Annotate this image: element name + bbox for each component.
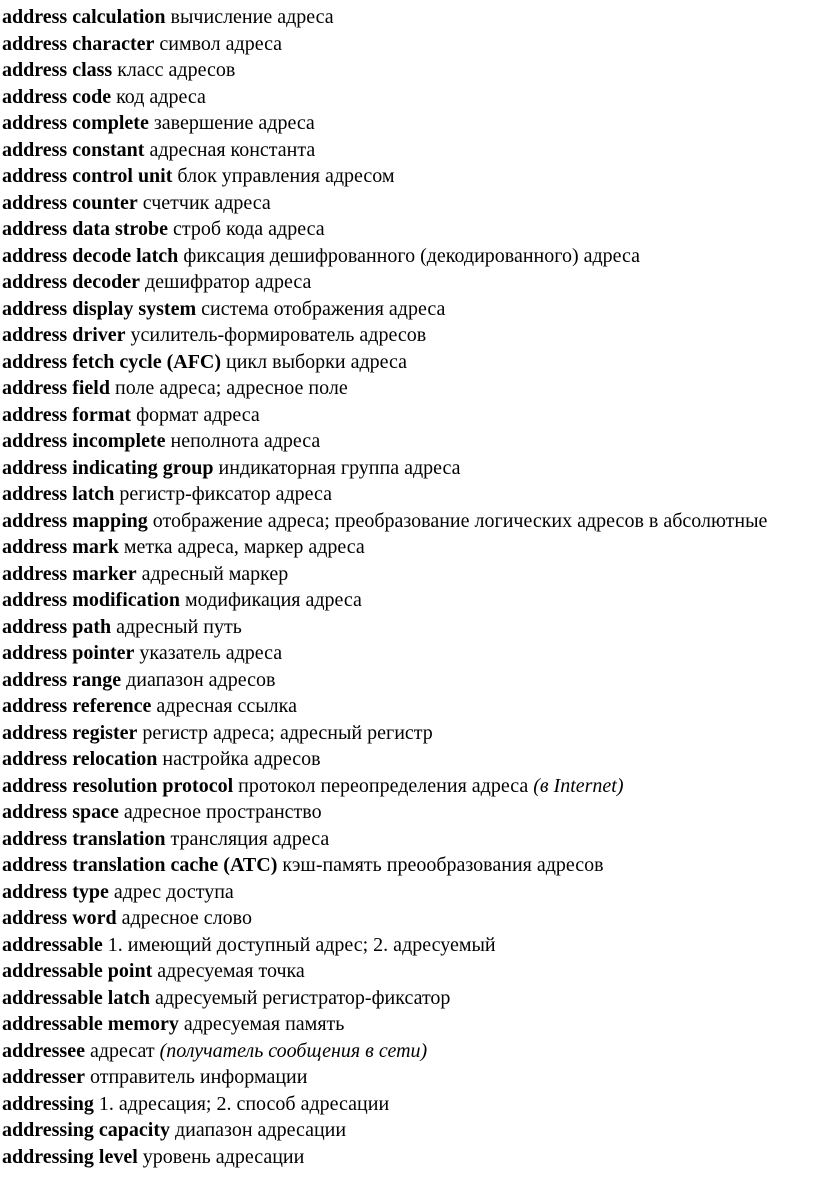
glossary-entry	[2, 1011, 776, 1038]
glossary-entry	[2, 561, 776, 588]
glossary-entry	[2, 4, 776, 31]
glossary-entry	[2, 746, 776, 773]
entry-definition: счетчик адреса	[142, 191, 271, 214]
entry-term: address decoder	[2, 271, 140, 293]
entry-definition: адресное слово	[121, 907, 252, 929]
entry-term: address space	[2, 801, 119, 823]
glossary-entry	[2, 163, 776, 190]
entry-term: address word	[2, 907, 117, 929]
glossary-entry	[2, 799, 776, 826]
entry-term: address resolution protocol	[2, 774, 234, 797]
glossary-entry	[2, 84, 776, 111]
entry-term: address incomplete	[2, 430, 166, 452]
entry-definition: модификация адреса	[184, 589, 362, 611]
glossary-entry	[2, 375, 776, 402]
entry-term: addressable memory	[2, 1013, 179, 1035]
glossary-entry	[2, 216, 776, 243]
glossary-entry	[2, 693, 776, 720]
entry-term: address control unit	[2, 165, 173, 187]
entry-term: address translation	[2, 827, 166, 850]
entry-definition: система отображения адреса	[201, 297, 446, 320]
entry-term: address reference	[2, 695, 152, 717]
glossary-entry	[2, 402, 776, 429]
entry-term: address relocation	[2, 748, 158, 770]
entry-term: addresser	[2, 1066, 85, 1088]
glossary-entry	[2, 587, 776, 614]
entry-definition: поле адреса; адресное поле	[114, 377, 348, 399]
glossary-entry	[2, 905, 776, 932]
glossary-entry	[2, 667, 776, 694]
entry-definition: индикаторная группа адреса	[218, 456, 461, 479]
entry-term: address constant	[2, 138, 145, 161]
glossary-entry	[2, 826, 776, 853]
entry-definition: фиксация дешифрованного (декодированного) адреса	[183, 244, 641, 267]
entry-definition: вычисление адреса	[170, 6, 334, 28]
glossary-entry	[2, 852, 776, 879]
entry-term: address class	[2, 59, 113, 81]
entry-definition: адресуемый регистратор-фиксатор	[154, 986, 451, 1009]
entry-term: address decode latch	[2, 244, 179, 267]
glossary-entry	[2, 1064, 776, 1091]
entry-term: address register	[2, 721, 138, 744]
entry-definition: протокол переопределения адреса	[238, 774, 529, 797]
entry-definition: формат адреса	[136, 403, 260, 426]
entry-definition: кэш-память преообразования адресов	[282, 854, 604, 876]
entry-note: (получатель сообщения в сети)	[159, 1039, 428, 1062]
entry-definition: символ адреса	[159, 32, 283, 55]
glossary-entry	[2, 1144, 776, 1171]
entry-term: address range	[2, 668, 122, 691]
glossary-entry	[2, 958, 776, 985]
entry-term: address field	[2, 377, 110, 399]
entry-term: address modification	[2, 589, 180, 611]
entry-term: address format	[2, 403, 132, 426]
entry-term: address translation cache (ATC)	[2, 854, 278, 876]
glossary-entry	[2, 322, 776, 349]
entry-term: addressable latch	[2, 986, 150, 1009]
entry-definition: адресуемая память	[183, 1013, 345, 1035]
entry-term: addressing	[2, 1092, 94, 1115]
glossary-entry	[2, 1038, 776, 1065]
glossary-entry	[2, 269, 776, 296]
glossary-entry	[2, 481, 776, 508]
entry-definition: строб кода адреса	[172, 218, 325, 240]
entry-term: address mapping	[2, 509, 148, 532]
glossary-entry	[2, 349, 776, 376]
glossary-entry	[2, 1091, 776, 1118]
entry-term: address pointer	[2, 642, 135, 664]
entry-definition: адресный путь	[116, 615, 242, 638]
entry-definition: указатель адреса	[139, 642, 283, 664]
glossary-entry	[2, 57, 776, 84]
entry-definition: завершение адреса	[153, 112, 315, 134]
entry-term: address driver	[2, 324, 126, 346]
glossary-entry	[2, 110, 776, 137]
entry-term: address type	[2, 880, 109, 903]
glossary-entry	[2, 640, 776, 667]
entry-definition: 1. адресация; 2. способ адресации	[98, 1092, 390, 1115]
entry-definition: диапазон адресов	[126, 668, 276, 691]
entry-term: addressing capacity	[2, 1119, 170, 1141]
entry-definition: цикл выборки адреса	[226, 350, 408, 373]
entry-definition: уровень адресации	[142, 1145, 305, 1168]
glossary-entry	[2, 428, 776, 455]
glossary-entry	[2, 190, 776, 217]
glossary-entry	[2, 508, 776, 535]
entry-definition: адресная константа	[149, 138, 316, 161]
entry-definition: код адреса	[116, 85, 206, 108]
entry-term: addressee	[2, 1039, 85, 1062]
glossary-entry	[2, 879, 776, 906]
glossary-entry	[2, 614, 776, 641]
entry-definition: адресный маркер	[141, 562, 289, 585]
entry-definition: класс адресов	[117, 59, 236, 81]
glossary-entry	[2, 985, 776, 1012]
glossary-entry	[2, 243, 776, 270]
entry-definition: 1. имеющий доступный адрес; 2. адресуемый	[107, 933, 496, 956]
entry-term: address complete	[2, 112, 149, 134]
entry-term: address path	[2, 615, 112, 638]
entry-definition: адрес доступа	[113, 880, 234, 903]
entry-term: address fetch cycle (AFC)	[2, 350, 222, 373]
glossary-entry	[2, 932, 776, 959]
entry-definition: неполнота адреса	[170, 430, 321, 452]
entry-definition: регистр-фиксатор адреса	[119, 483, 332, 505]
entry-term: address mark	[2, 536, 119, 558]
entry-term: address calculation	[2, 6, 166, 28]
entry-term: address display system	[2, 297, 197, 320]
entry-definition: настройка адресов	[162, 748, 321, 770]
entry-term: address code	[2, 85, 112, 108]
entry-definition: блок управления адресом	[177, 165, 395, 187]
glossary-entry	[2, 296, 776, 323]
entry-term: addressing level	[2, 1145, 138, 1168]
glossary-entry	[2, 534, 776, 561]
entry-term: address marker	[2, 562, 137, 585]
entry-definition: усилитель-формирователь адресов	[130, 324, 427, 346]
entry-term: addressable	[2, 933, 103, 956]
glossary-entry	[2, 31, 776, 58]
entry-definition: дешифратор адреса	[144, 271, 312, 293]
entry-definition: метка адреса, маркер адреса	[123, 536, 365, 558]
entry-term: addressable point	[2, 960, 153, 982]
entry-term: address data strobe	[2, 218, 168, 240]
entry-definition: адресная ссылка	[156, 695, 297, 717]
glossary-entry	[2, 137, 776, 164]
entry-term: address latch	[2, 483, 115, 505]
entry-definition: регистр адреса; адресный регистр	[142, 721, 433, 744]
entry-term: address indicating group	[2, 456, 214, 479]
entry-term: address counter	[2, 191, 138, 214]
entry-definition: отправитель информации	[89, 1066, 308, 1088]
entry-note: (в Internet)	[533, 774, 624, 797]
glossary-entry	[2, 773, 776, 800]
glossary-entry	[2, 1117, 776, 1144]
glossary-entry	[2, 720, 776, 747]
entry-definition: адресат	[89, 1039, 155, 1062]
entry-definition: адресное пространство	[123, 801, 322, 823]
entry-term: address character	[2, 32, 155, 55]
entry-definition: отображение адреса; преобразование логических адресов в абсолютные	[152, 509, 768, 532]
entry-definition: трансляция адреса	[170, 827, 330, 850]
glossary-entry	[2, 455, 776, 482]
entry-definition: адресуемая точка	[157, 960, 305, 982]
entry-definition: диапазон адресации	[174, 1119, 347, 1141]
